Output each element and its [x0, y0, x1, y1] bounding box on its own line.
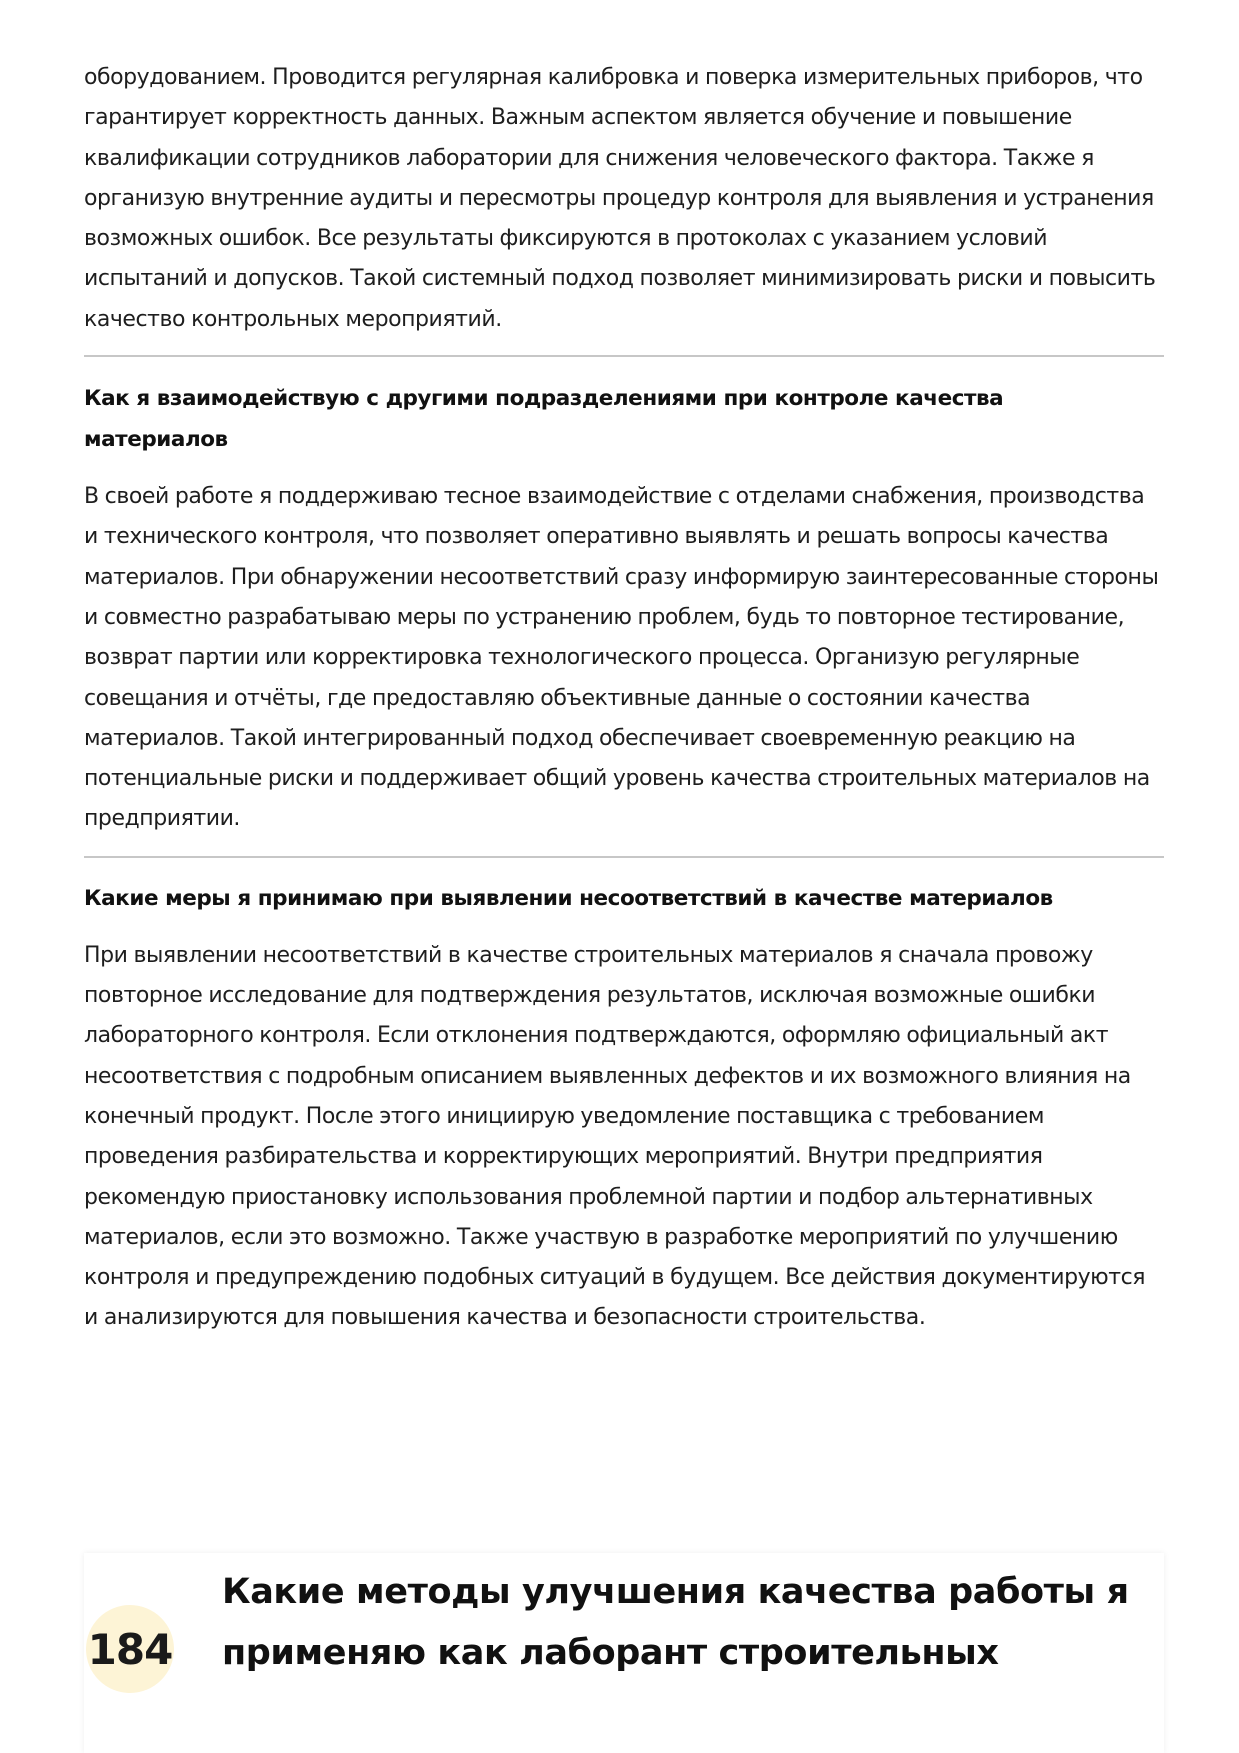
page-number-badge: 184	[86, 1605, 174, 1693]
next-section-title: Какие методы улучшения качества работы я применяю как лаборант строительных	[222, 1572, 1129, 1673]
section-divider	[84, 856, 1164, 858]
section-divider	[84, 355, 1164, 357]
document-body	[84, 58, 1164, 1339]
paragraph-interaction: В своей работе я поддерживаю тесное взаимодействие с отделами снабжения, производства и технического контроля, что позволяет оперативно выявлять и решать вопросы качества материалов. При обнаружении несоответствий сразу информирую заинтересованные стороны и совместно разрабатываю меры по устранению проблем, будь то повторное тестирование, возврат партии или корректировка технологического процесса. Организую регулярные совещания и отчёты, где предоставляю объективные данные о состоянии качества материалов. Такой интегрированный подход обеспечивает своевременную реакцию на потенциальные риски и поддерживает общий уровень качества строительных материалов на предприятии.	[84, 484, 1159, 832]
paragraph-calibration: оборудованием. Проводится регулярная калибровка и поверка измерительных приборов, что гарантирует корректность данных. Важным аспектом является обучение и повышение квалификации сотрудников лаборатории для снижения человеческого фактора. Также я организую внутренние аудиты и пересмотры процедур контроля для выявления и устранения возможных ошибок. Все результаты фиксируются в протоколах с указанием условий испытаний и допусков. Такой системный подход позволяет минимизировать риски и повысить качество контрольных мероприятий.	[84, 65, 1156, 332]
question-heading-interaction: Как я взаимодействую с другими подразделениями при контроле качества материалов	[84, 386, 1004, 453]
paragraph-nonconformity: При выявлении несоответствий в качестве строительных материалов я сначала провожу повторное исследование для подтверждения результатов, исключая возможные ошибки лабораторного контроля. Если отклонения подтверждаются, оформляю официальный акт несоответствия с подробным описанием выявленных дефектов и их возможного влияния на конечный продукт. После этого инициирую уведомление поставщика с требованием проведения разбирательства и корректирующих мероприятий. Внутри предприятия рекомендую приостановку использования проблемной партии и подбор альтернативных материалов, если это возможно. Также участвую в разработке мероприятий по улучшению контроля и предупреждению подобных ситуаций в будущем. Все действия документируются и анализируются для повышения качества и безопасности строительства.	[84, 942, 1146, 1331]
question-heading-nonconformity: Какие меры я принимаю при выявлении несоответствий в качестве материалов	[84, 885, 1053, 911]
